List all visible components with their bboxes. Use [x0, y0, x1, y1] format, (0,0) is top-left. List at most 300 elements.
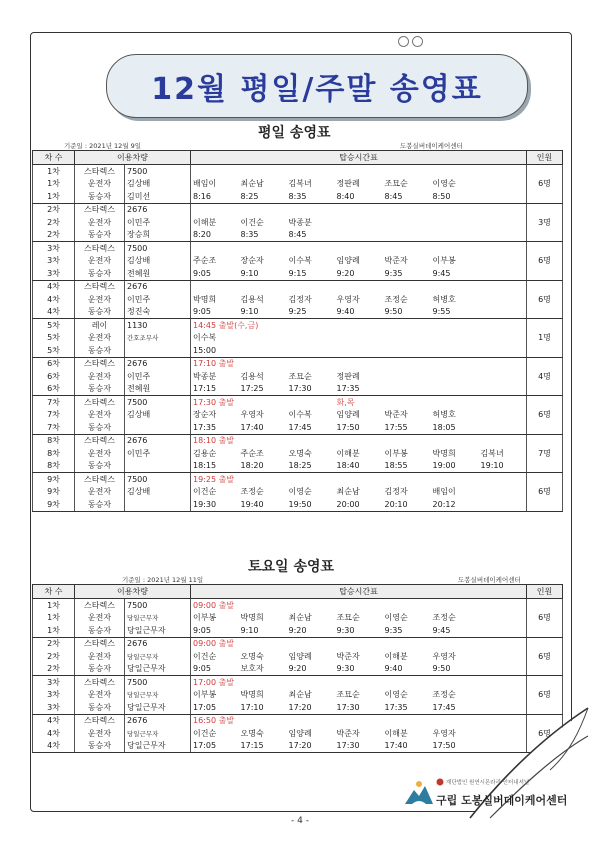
- pickup-time: 17:35: [383, 701, 431, 714]
- passenger-name: [431, 370, 479, 383]
- cha-cell: 4차: [33, 306, 75, 319]
- passenger-count: 3명: [527, 203, 563, 242]
- pickup-time: 17:25: [239, 383, 287, 396]
- driver-label: 운전자: [75, 650, 125, 663]
- passenger-name: 우영자: [336, 294, 360, 304]
- vehicle-number: 2676: [125, 357, 191, 370]
- pickup-time: 18:25: [287, 460, 335, 473]
- pickup-time: 8:50: [431, 190, 479, 203]
- title-banner: [106, 54, 528, 118]
- pickup-time: 9:40: [335, 306, 383, 319]
- cha-cell: 6차: [33, 357, 75, 370]
- passenger-count: 6명: [527, 676, 563, 715]
- vehicle-number: 2676: [125, 637, 191, 650]
- passenger-name: 배임이: [432, 487, 456, 497]
- passenger-name: 주순조: [240, 448, 264, 458]
- vehicle-number: 2676: [125, 434, 191, 447]
- pickup-time: 17:30: [335, 701, 383, 714]
- pickup-time: 20:12: [431, 498, 479, 511]
- pickup-time: 17:15: [239, 740, 287, 753]
- passenger-name: 이수복: [288, 256, 312, 266]
- pickup-time: 8:25: [239, 190, 287, 203]
- passenger-name: 이부봉: [191, 689, 239, 702]
- extra-note: 화,목: [335, 396, 527, 409]
- vehicle-name: 스타렉스: [75, 434, 125, 447]
- table-row: [33, 370, 563, 383]
- cha-cell: 7차: [33, 409, 75, 422]
- passenger-name: 박명희: [240, 690, 264, 700]
- departure-note: 18:10 출발: [191, 434, 335, 447]
- header-count: 인원: [527, 151, 563, 165]
- departure-note: 17:10 출발: [191, 357, 335, 370]
- driver-label: 운전자: [75, 727, 125, 740]
- table-row: [33, 599, 563, 612]
- table-row: [33, 498, 563, 511]
- cha-cell: 7차: [33, 421, 75, 434]
- pickup-time: [431, 383, 479, 396]
- passenger-name: 박명희: [240, 613, 264, 623]
- cha-cell: 3차: [33, 676, 75, 689]
- passenger-name: 김정자: [384, 487, 408, 497]
- table-row: [33, 293, 563, 306]
- driver-label: 운전자: [75, 216, 125, 229]
- cha-cell: 2차: [33, 203, 75, 216]
- pickup-time: 8:45: [383, 190, 431, 203]
- driver-name: 당일근무자: [125, 689, 191, 702]
- passenger-name: 우영자: [432, 728, 456, 738]
- pickup-time: 8:20: [191, 229, 239, 242]
- cha-cell: 6차: [33, 383, 75, 396]
- passenger-name: [479, 332, 527, 345]
- vehicle-number: 7500: [125, 165, 191, 178]
- table-row: [33, 473, 563, 486]
- passenger-name: 임양례: [288, 728, 312, 738]
- extra-note: [335, 203, 527, 216]
- assist-label: 동승자: [75, 740, 125, 753]
- passenger-name: 이해분: [191, 216, 239, 229]
- vehicle-name: 스타렉스: [75, 637, 125, 650]
- driver-name: 당일근무자: [125, 727, 191, 740]
- pickup-time: 9:05: [191, 624, 239, 637]
- cha-cell: 4차: [33, 293, 75, 306]
- pickup-time: 17:50: [431, 740, 479, 753]
- passenger-name: 이건순: [191, 727, 239, 740]
- cha-cell: 9차: [33, 486, 75, 499]
- assist-name: [125, 421, 191, 434]
- vehicle-name: 스타렉스: [75, 473, 125, 486]
- passenger-count: 6명: [527, 165, 563, 204]
- table-row: [33, 190, 563, 203]
- departure-note: 09:00 출발: [191, 637, 335, 650]
- vehicle-name: 레이: [75, 319, 125, 332]
- pickup-time: 18:15: [191, 460, 239, 473]
- pickup-time: 17:30: [287, 383, 335, 396]
- cha-cell: 1차: [33, 165, 75, 178]
- passenger-name: 이건순: [240, 217, 264, 227]
- pickup-time: 보호자: [239, 663, 287, 676]
- pickup-time: 17:05: [191, 701, 239, 714]
- pickup-time: 9:20: [287, 663, 335, 676]
- assist-label: 동승자: [75, 267, 125, 280]
- pickup-time: 9:35: [383, 267, 431, 280]
- passenger-name: 장순자: [240, 256, 264, 266]
- pickup-time: 19:00: [431, 460, 479, 473]
- pickup-time: 9:20: [287, 624, 335, 637]
- passenger-name: 박명희: [191, 293, 239, 306]
- driver-name: 김상배: [125, 486, 191, 499]
- assist-label: 동승자: [75, 624, 125, 637]
- passenger-count: 6명: [527, 396, 563, 435]
- vehicle-name: 스타렉스: [75, 396, 125, 409]
- pickup-time: [383, 229, 431, 242]
- assist-name: [125, 460, 191, 473]
- driver-name: 이민주: [125, 447, 191, 460]
- extra-note: [335, 242, 527, 255]
- pickup-time: 17:30: [335, 740, 383, 753]
- driver-name: 이민주: [125, 293, 191, 306]
- cha-cell: 1차: [33, 178, 75, 191]
- pickup-time: 8:16: [191, 190, 239, 203]
- table-row: [33, 460, 563, 473]
- assist-name: 당일근무자: [125, 701, 191, 714]
- pickup-time: 15:00: [191, 344, 239, 357]
- departure-note: 14:45 출발(수,금): [191, 319, 335, 332]
- pickup-time: 9:10: [239, 306, 287, 319]
- passenger-name: [479, 650, 527, 663]
- driver-name: 간호조무사: [125, 332, 191, 345]
- driver-label: 운전자: [75, 332, 125, 345]
- table-row: [33, 319, 563, 332]
- extra-note: [335, 599, 527, 612]
- pickup-time: [479, 383, 527, 396]
- driver-name: 김상배: [125, 255, 191, 268]
- passenger-name: 박준자: [336, 728, 360, 738]
- assist-label: 동승자: [75, 306, 125, 319]
- table-row: [33, 344, 563, 357]
- table-row: [33, 676, 563, 689]
- assist-label: 동승자: [75, 701, 125, 714]
- vehicle-number: 7500: [125, 242, 191, 255]
- pickup-time: 8:35: [287, 190, 335, 203]
- extra-note: [335, 473, 527, 486]
- driver-label: 운전자: [75, 612, 125, 625]
- logo-text: 구립 도봉실버데이케어센터: [436, 794, 568, 807]
- driver-label: 운전자: [75, 447, 125, 460]
- passenger-name: 조정순: [432, 613, 456, 623]
- table-row: [33, 409, 563, 422]
- pickup-time: 9:35: [383, 624, 431, 637]
- cha-cell: 5차: [33, 344, 75, 357]
- passenger-name: [479, 409, 527, 422]
- saturday-org: 도봉실버데이케어센터: [458, 576, 521, 584]
- cha-cell: 4차: [33, 740, 75, 753]
- cha-cell: 2차: [33, 663, 75, 676]
- cha-cell: 2차: [33, 650, 75, 663]
- passenger-name: 이부봉: [191, 612, 239, 625]
- vehicle-number: 2676: [125, 280, 191, 293]
- cha-cell: 2차: [33, 637, 75, 650]
- pickup-time: 17:20: [287, 701, 335, 714]
- passenger-name: 박종분: [191, 370, 239, 383]
- header-vehicle: 이용차량: [75, 585, 191, 599]
- pickup-time: 19:30: [191, 498, 239, 511]
- passenger-name: 이영순: [288, 487, 312, 497]
- passenger-name: 오명숙: [240, 728, 264, 738]
- pickup-time: [479, 229, 527, 242]
- binder-hole: [398, 36, 409, 47]
- assist-name: 장승희: [125, 229, 191, 242]
- cha-cell: 7차: [33, 396, 75, 409]
- pickup-time: 9:30: [335, 624, 383, 637]
- extra-note: [335, 319, 527, 332]
- table-row: [33, 203, 563, 216]
- passenger-name: 정판례: [336, 179, 360, 189]
- passenger-name: [479, 216, 527, 229]
- extra-note: [335, 676, 527, 689]
- vehicle-name: 스타렉스: [75, 676, 125, 689]
- passenger-name: 오명숙: [240, 651, 264, 661]
- passenger-name: 최순남: [336, 487, 360, 497]
- cha-cell: 3차: [33, 267, 75, 280]
- departure-note: 16:50 출발: [191, 714, 335, 727]
- weekday-date: 기준일 : 2021년 12월 9일: [64, 142, 142, 150]
- extra-note: [335, 637, 527, 650]
- cha-cell: 5차: [33, 319, 75, 332]
- weekday-org: 도봉실버데이케어센터: [400, 142, 463, 150]
- driver-label: 운전자: [75, 178, 125, 191]
- pickup-time: 20:00: [335, 498, 383, 511]
- table-row: [33, 637, 563, 650]
- assist-name: 전혜원: [125, 383, 191, 396]
- logo-subtitle: 재단법인 원연시몬라리 인터내셔널: [446, 780, 530, 786]
- cha-cell: 2차: [33, 216, 75, 229]
- page-number: - 4 -: [291, 816, 309, 826]
- vehicle-number: 7500: [125, 396, 191, 409]
- pickup-time: 8:35: [239, 229, 287, 242]
- table-row: [33, 357, 563, 370]
- vehicle-name: 스타렉스: [75, 599, 125, 612]
- pickup-time: [287, 344, 335, 357]
- passenger-name: 이수복: [191, 332, 239, 345]
- passenger-name: 조정순: [432, 690, 456, 700]
- passenger-count: 6명: [527, 280, 563, 319]
- pickup-time: [479, 421, 527, 434]
- assist-label: 동승자: [75, 344, 125, 357]
- pickup-time: 19:10: [479, 460, 527, 473]
- passenger-name: 조묘순: [288, 371, 312, 381]
- passenger-name: 조묘순: [336, 613, 360, 623]
- vehicle-name: 스타렉스: [75, 280, 125, 293]
- pickup-time: 9:45: [431, 267, 479, 280]
- pickup-time: 17:05: [191, 740, 239, 753]
- cha-cell: 3차: [33, 255, 75, 268]
- assist-label: 동승자: [75, 229, 125, 242]
- extra-note: [335, 357, 527, 370]
- assist-label: 동승자: [75, 190, 125, 203]
- departure-note: 09:00 출발: [191, 599, 335, 612]
- cha-cell: 5차: [33, 332, 75, 345]
- header-cha: 차 수: [33, 151, 75, 165]
- pickup-time: 20:10: [383, 498, 431, 511]
- passenger-name: 임양례: [336, 410, 360, 420]
- pickup-time: [431, 229, 479, 242]
- pickup-time: 17:45: [431, 701, 479, 714]
- table-row: [33, 165, 563, 178]
- cha-cell: 3차: [33, 242, 75, 255]
- passenger-count: 7명: [527, 434, 563, 473]
- passenger-name: 최순남: [240, 179, 264, 189]
- pickup-time: 18:55: [383, 460, 431, 473]
- passenger-name: 이영순: [384, 690, 408, 700]
- passenger-name: 김정자: [288, 294, 312, 304]
- passenger-name: 최순남: [288, 613, 312, 623]
- assist-name: [125, 498, 191, 511]
- passenger-name: [479, 370, 527, 383]
- pickup-time: [335, 229, 383, 242]
- pickup-time: [431, 344, 479, 357]
- passenger-name: 이건순: [191, 486, 239, 499]
- passenger-name: 허병호: [432, 294, 456, 304]
- weekday-schedule-table: [32, 150, 563, 512]
- header-vehicle: 이용차량: [75, 151, 191, 165]
- driver-name: 당일근무자: [125, 650, 191, 663]
- passenger-name: 박종분: [288, 217, 312, 227]
- pickup-time: [479, 344, 527, 357]
- pickup-time: 17:35: [335, 383, 383, 396]
- vehicle-number: 7500: [125, 676, 191, 689]
- vehicle-number: 2676: [125, 714, 191, 727]
- passenger-name: [335, 332, 383, 345]
- cha-cell: 8차: [33, 460, 75, 473]
- pickup-time: 9:25: [287, 306, 335, 319]
- passenger-name: [479, 612, 527, 625]
- passenger-name: 김용순: [191, 447, 239, 460]
- pickup-time: 17:40: [383, 740, 431, 753]
- table-row: [33, 612, 563, 625]
- passenger-name: 박준자: [384, 256, 408, 266]
- departure-note: 19:25 출발: [191, 473, 335, 486]
- assist-label: 동승자: [75, 383, 125, 396]
- departure-note: [191, 165, 335, 178]
- assist-label: 동승자: [75, 663, 125, 676]
- passenger-name: 박준자: [336, 651, 360, 661]
- table-row: [33, 216, 563, 229]
- assist-name: 전혜원: [125, 267, 191, 280]
- passenger-name: 이수복: [288, 410, 312, 420]
- vehicle-number: 7500: [125, 473, 191, 486]
- passenger-name: [383, 332, 431, 345]
- passenger-name: 장순자: [191, 409, 239, 422]
- cha-cell: 9차: [33, 473, 75, 486]
- cha-cell: 8차: [33, 447, 75, 460]
- passenger-name: 김용석: [240, 371, 264, 381]
- table-row: [33, 650, 563, 663]
- passenger-name: 박준자: [384, 410, 408, 420]
- assist-label: 동승자: [75, 460, 125, 473]
- vehicle-name: 스타렉스: [75, 242, 125, 255]
- table-row: [33, 332, 563, 345]
- vehicle-name: 스타렉스: [75, 165, 125, 178]
- passenger-name: [239, 332, 287, 345]
- passenger-name: [431, 332, 479, 345]
- mountain-logo-icon: [404, 780, 434, 806]
- driver-name: 당일근무자: [125, 612, 191, 625]
- pickup-time: [335, 344, 383, 357]
- pickup-time: [479, 190, 527, 203]
- pickup-time: 9:20: [335, 267, 383, 280]
- assist-label: 동승자: [75, 498, 125, 511]
- table-row: [33, 280, 563, 293]
- pickup-time: [479, 624, 527, 637]
- passenger-name: 임양례: [288, 651, 312, 661]
- header-row: [33, 151, 563, 165]
- pickup-time: 18:40: [335, 460, 383, 473]
- passenger-name: 김복녀: [479, 447, 527, 460]
- passenger-name: 조정순: [240, 487, 264, 497]
- pickup-time: 19:40: [239, 498, 287, 511]
- passenger-name: 우영자: [432, 651, 456, 661]
- pickup-time: 9:05: [191, 267, 239, 280]
- departure-note: 17:00 출발: [191, 676, 335, 689]
- driver-label: 운전자: [75, 689, 125, 702]
- extra-note: [335, 165, 527, 178]
- passenger-name: 이영순: [384, 613, 408, 623]
- cha-cell: 4차: [33, 280, 75, 293]
- pickup-time: 19:50: [287, 498, 335, 511]
- pickup-time: 17:50: [335, 421, 383, 434]
- pickup-time: 8:40: [335, 190, 383, 203]
- table-row: [33, 242, 563, 255]
- pickup-time: 17:10: [239, 701, 287, 714]
- vehicle-name: 스타렉스: [75, 714, 125, 727]
- pickup-time: 17:15: [191, 383, 239, 396]
- driver-label: 운전자: [75, 293, 125, 306]
- pickup-time: 9:10: [239, 624, 287, 637]
- departure-note: [191, 203, 335, 216]
- passenger-name: [335, 216, 383, 229]
- departure-note: [191, 280, 335, 293]
- pickup-time: 9:45: [431, 624, 479, 637]
- table-row: [33, 178, 563, 191]
- driver-name: 김상배: [125, 409, 191, 422]
- passenger-count: 6명: [527, 473, 563, 512]
- header-cha: 차 수: [33, 585, 75, 599]
- passenger-name: 조정순: [384, 294, 408, 304]
- cha-cell: 3차: [33, 701, 75, 714]
- cha-cell: 3차: [33, 689, 75, 702]
- cha-cell: 1차: [33, 612, 75, 625]
- passenger-name: [479, 293, 527, 306]
- saturday-date: 기준일 : 2021년 12월 11일: [122, 576, 204, 584]
- binder-hole: [412, 36, 423, 47]
- passenger-name: 우영자: [240, 410, 264, 420]
- passenger-name: 임양례: [336, 256, 360, 266]
- passenger-count: 6명: [527, 637, 563, 676]
- driver-label: 운전자: [75, 370, 125, 383]
- passenger-name: 이영순: [432, 179, 456, 189]
- pickup-time: 17:40: [239, 421, 287, 434]
- passenger-name: 김용석: [240, 294, 264, 304]
- header-timetable: 탑승시간표: [191, 151, 527, 165]
- cha-cell: 1차: [33, 599, 75, 612]
- cha-cell: 9차: [33, 498, 75, 511]
- header-row: [33, 585, 563, 599]
- passenger-name: [383, 370, 431, 383]
- table-row: [33, 267, 563, 280]
- cha-cell: 6차: [33, 370, 75, 383]
- header-timetable: 탑승시간표: [191, 585, 527, 599]
- saturday-heading: 토요일 송영표: [248, 559, 335, 575]
